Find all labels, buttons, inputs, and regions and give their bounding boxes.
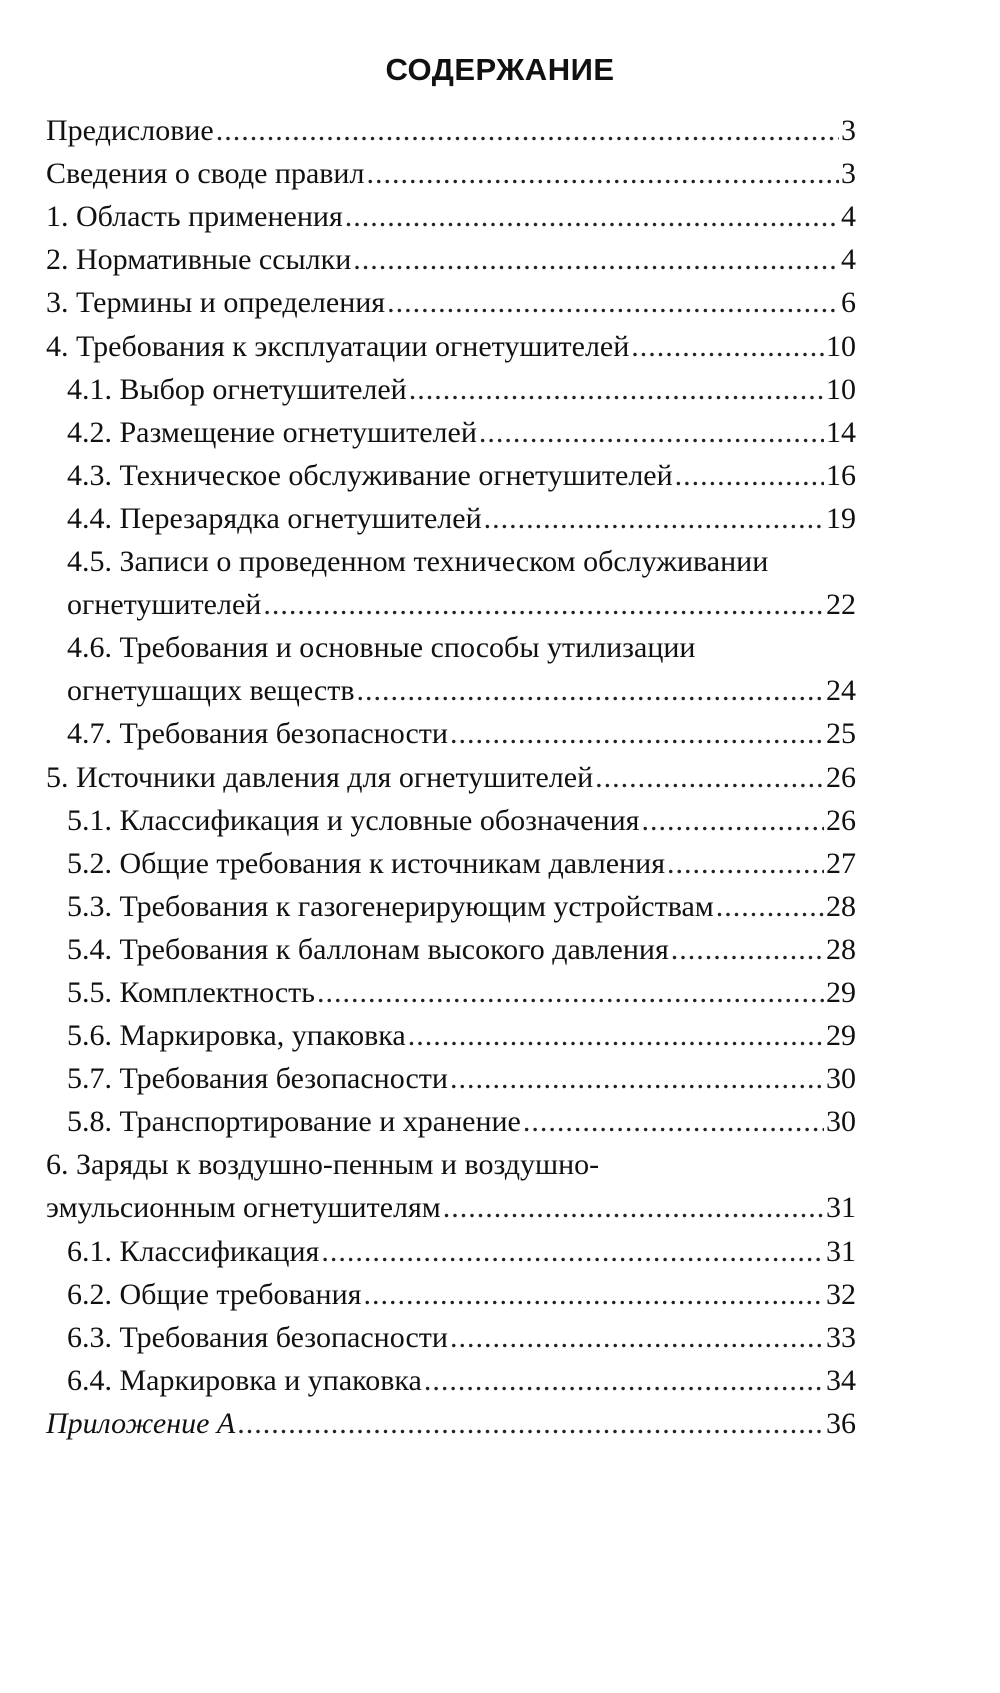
- toc-page-number: 24: [826, 674, 856, 708]
- toc-entry-label: эмульсионным огнетушителям: [46, 1191, 441, 1225]
- dot-leader: [363, 1276, 824, 1314]
- toc-entry[interactable]: [67, 845, 856, 888]
- toc-page-number: 28: [826, 889, 856, 923]
- toc-page-number: 25: [826, 717, 856, 751]
- toc-entry[interactable]: [67, 974, 856, 1017]
- toc-page-number: 29: [826, 1019, 856, 1053]
- toc-entry[interactable]: [67, 1276, 856, 1319]
- toc-entry-label: 4.7. Требования безопасности: [67, 717, 448, 751]
- toc-entry-label: 6.4. Маркировка и упаковка: [67, 1363, 422, 1397]
- toc-page-number: 28: [826, 932, 856, 966]
- dot-leader: [387, 284, 839, 322]
- toc-entry-label: 5.3. Требования к газогенерирующим устройствам: [67, 889, 714, 923]
- dot-leader: [408, 1017, 824, 1055]
- toc-entry-label: 5.7. Требования безопасности: [67, 1062, 448, 1096]
- toc-entry-label: 1. Область применения: [46, 200, 343, 234]
- dot-leader: [716, 888, 824, 926]
- toc-entry-label: Приложение А: [46, 1407, 236, 1440]
- toc-entry[interactable]: [67, 1060, 856, 1103]
- toc-entry-label: 5.1. Классификация и условные обозначения: [67, 803, 640, 837]
- toc-entry-label: Сведения о своде правил: [46, 157, 365, 191]
- dot-leader: [424, 1362, 824, 1400]
- toc-entry[interactable]: [46, 328, 856, 371]
- toc-page-number: 31: [826, 1234, 856, 1268]
- toc-page-number: 10: [826, 372, 856, 406]
- toc-page-number: 22: [826, 588, 856, 622]
- toc-entry-label: 5.4. Требования к баллонам высокого давления: [67, 932, 669, 966]
- toc-page-number: 26: [826, 803, 856, 837]
- toc-entry[interactable]: [67, 715, 856, 758]
- toc-entry[interactable]: [46, 241, 856, 284]
- toc-entry[interactable]: [67, 457, 856, 500]
- dot-leader: [357, 672, 824, 710]
- dot-leader: [484, 500, 824, 538]
- dot-leader: [443, 1189, 824, 1227]
- dot-leader: [667, 845, 824, 883]
- toc-entry-label: Предисловие: [46, 114, 214, 147]
- toc-entry-label: 3. Термины и определения: [46, 286, 386, 320]
- toc-entry-label: 5. Источники давления для огнетушителей: [46, 760, 594, 794]
- toc-entry-label: 2. Нормативные ссылки: [46, 243, 352, 277]
- toc-entry[interactable]: [46, 759, 856, 802]
- toc-entry-label: огнетушителей: [67, 588, 262, 622]
- toc-entry-label-line: 4.6. Требования и основные способы утилизации: [67, 631, 696, 665]
- toc-page-number: 32: [826, 1277, 856, 1311]
- toc-entry[interactable]: [67, 414, 856, 457]
- dot-leader: [237, 1405, 824, 1443]
- toc-page-number: 4: [841, 243, 856, 277]
- toc-entry[interactable]: [46, 1146, 856, 1232]
- toc-entry-label: 5.8. Транспортирование и хранение: [67, 1105, 521, 1139]
- dot-leader: [216, 112, 839, 150]
- toc-entry-label: 6.1. Классификация: [67, 1234, 320, 1268]
- toc-entry[interactable]: [67, 1362, 856, 1405]
- toc-entry-label: 4.4. Перезарядка огнетушителей: [67, 501, 482, 535]
- toc-page-number: 10: [826, 329, 856, 363]
- dot-leader: [631, 328, 824, 366]
- toc-entry[interactable]: [67, 500, 856, 543]
- toc-entry[interactable]: [67, 1017, 856, 1060]
- toc-entry-label: огнетушащих веществ: [67, 674, 355, 708]
- toc-entry[interactable]: [46, 112, 856, 155]
- toc-page-number: 26: [826, 760, 856, 794]
- toc-page-number: 34: [826, 1363, 856, 1397]
- toc-page-number: 27: [826, 846, 856, 880]
- toc-page-number: 19: [826, 501, 856, 535]
- dot-leader: [450, 1060, 824, 1098]
- toc-entry[interactable]: [67, 543, 856, 629]
- toc-entry-label: 6.2. Общие требования: [67, 1277, 362, 1311]
- dot-leader: [523, 1103, 824, 1141]
- toc-page-number: 14: [826, 415, 856, 449]
- dot-leader: [366, 155, 839, 193]
- toc-entry-label-line: 6. Заряды к воздушно-пенным и воздушно-: [46, 1148, 600, 1182]
- toc-entry[interactable]: [67, 1103, 856, 1146]
- toc-entry-label: 4.1. Выбор огнетушителей: [67, 372, 407, 406]
- toc-page-number: 29: [826, 976, 856, 1009]
- dot-leader: [345, 198, 839, 236]
- dot-leader: [675, 457, 824, 495]
- dot-leader: [353, 241, 839, 279]
- toc-entry[interactable]: [46, 155, 856, 198]
- toc-entry[interactable]: [67, 1319, 856, 1362]
- toc-entry[interactable]: [67, 931, 856, 974]
- toc-entry-label-line: 4.5. Записи о проведенном техническом обслуживании: [67, 545, 769, 578]
- toc-entry-label: 5.5. Комплектность: [67, 976, 315, 1009]
- toc-entry-label: 4. Требования к эксплуатации огнетушителей: [46, 329, 630, 363]
- toc-entry[interactable]: [67, 371, 856, 414]
- toc-page-number: 6: [841, 286, 856, 320]
- dot-leader: [409, 371, 824, 409]
- toc-page-number: 31: [826, 1191, 856, 1225]
- toc-entry[interactable]: [67, 888, 856, 931]
- dot-leader: [479, 414, 824, 452]
- toc-entry[interactable]: [67, 802, 856, 845]
- toc-entry[interactable]: [67, 1233, 856, 1276]
- toc-page-number: 3: [841, 114, 856, 147]
- toc-page-number: 30: [826, 1105, 856, 1139]
- dot-leader: [317, 974, 824, 1012]
- dot-leader: [450, 715, 824, 753]
- toc-entry[interactable]: [67, 629, 856, 715]
- toc-entry[interactable]: [46, 1405, 856, 1448]
- toc-page-number: 30: [826, 1062, 856, 1096]
- toc-entry-label: 5.2. Общие требования к источникам давления: [67, 846, 665, 880]
- page-title: СОДЕРЖАНИЕ: [385, 52, 615, 87]
- toc-page-number: 4: [841, 200, 856, 234]
- dot-leader: [321, 1233, 824, 1271]
- toc-entry[interactable]: [46, 284, 856, 327]
- toc-page-number: 33: [826, 1320, 856, 1354]
- toc-entry-label: 6.3. Требования безопасности: [67, 1320, 448, 1354]
- toc-entry[interactable]: [46, 198, 856, 241]
- toc-entry-label: 4.3. Техническое обслуживание огнетушителей: [67, 458, 673, 492]
- dot-leader: [671, 931, 824, 969]
- dot-leader: [595, 759, 824, 797]
- toc-page-number: 36: [826, 1407, 856, 1440]
- dot-leader: [641, 802, 824, 840]
- dot-leader: [263, 586, 824, 624]
- dot-leader: [450, 1319, 824, 1357]
- toc-entry-label: 4.2. Размещение огнетушителей: [67, 415, 477, 449]
- toc-page-number: 3: [841, 157, 856, 191]
- toc-entry-label: 5.6. Маркировка, упаковка: [67, 1019, 406, 1053]
- toc-page-number: 16: [826, 458, 856, 492]
